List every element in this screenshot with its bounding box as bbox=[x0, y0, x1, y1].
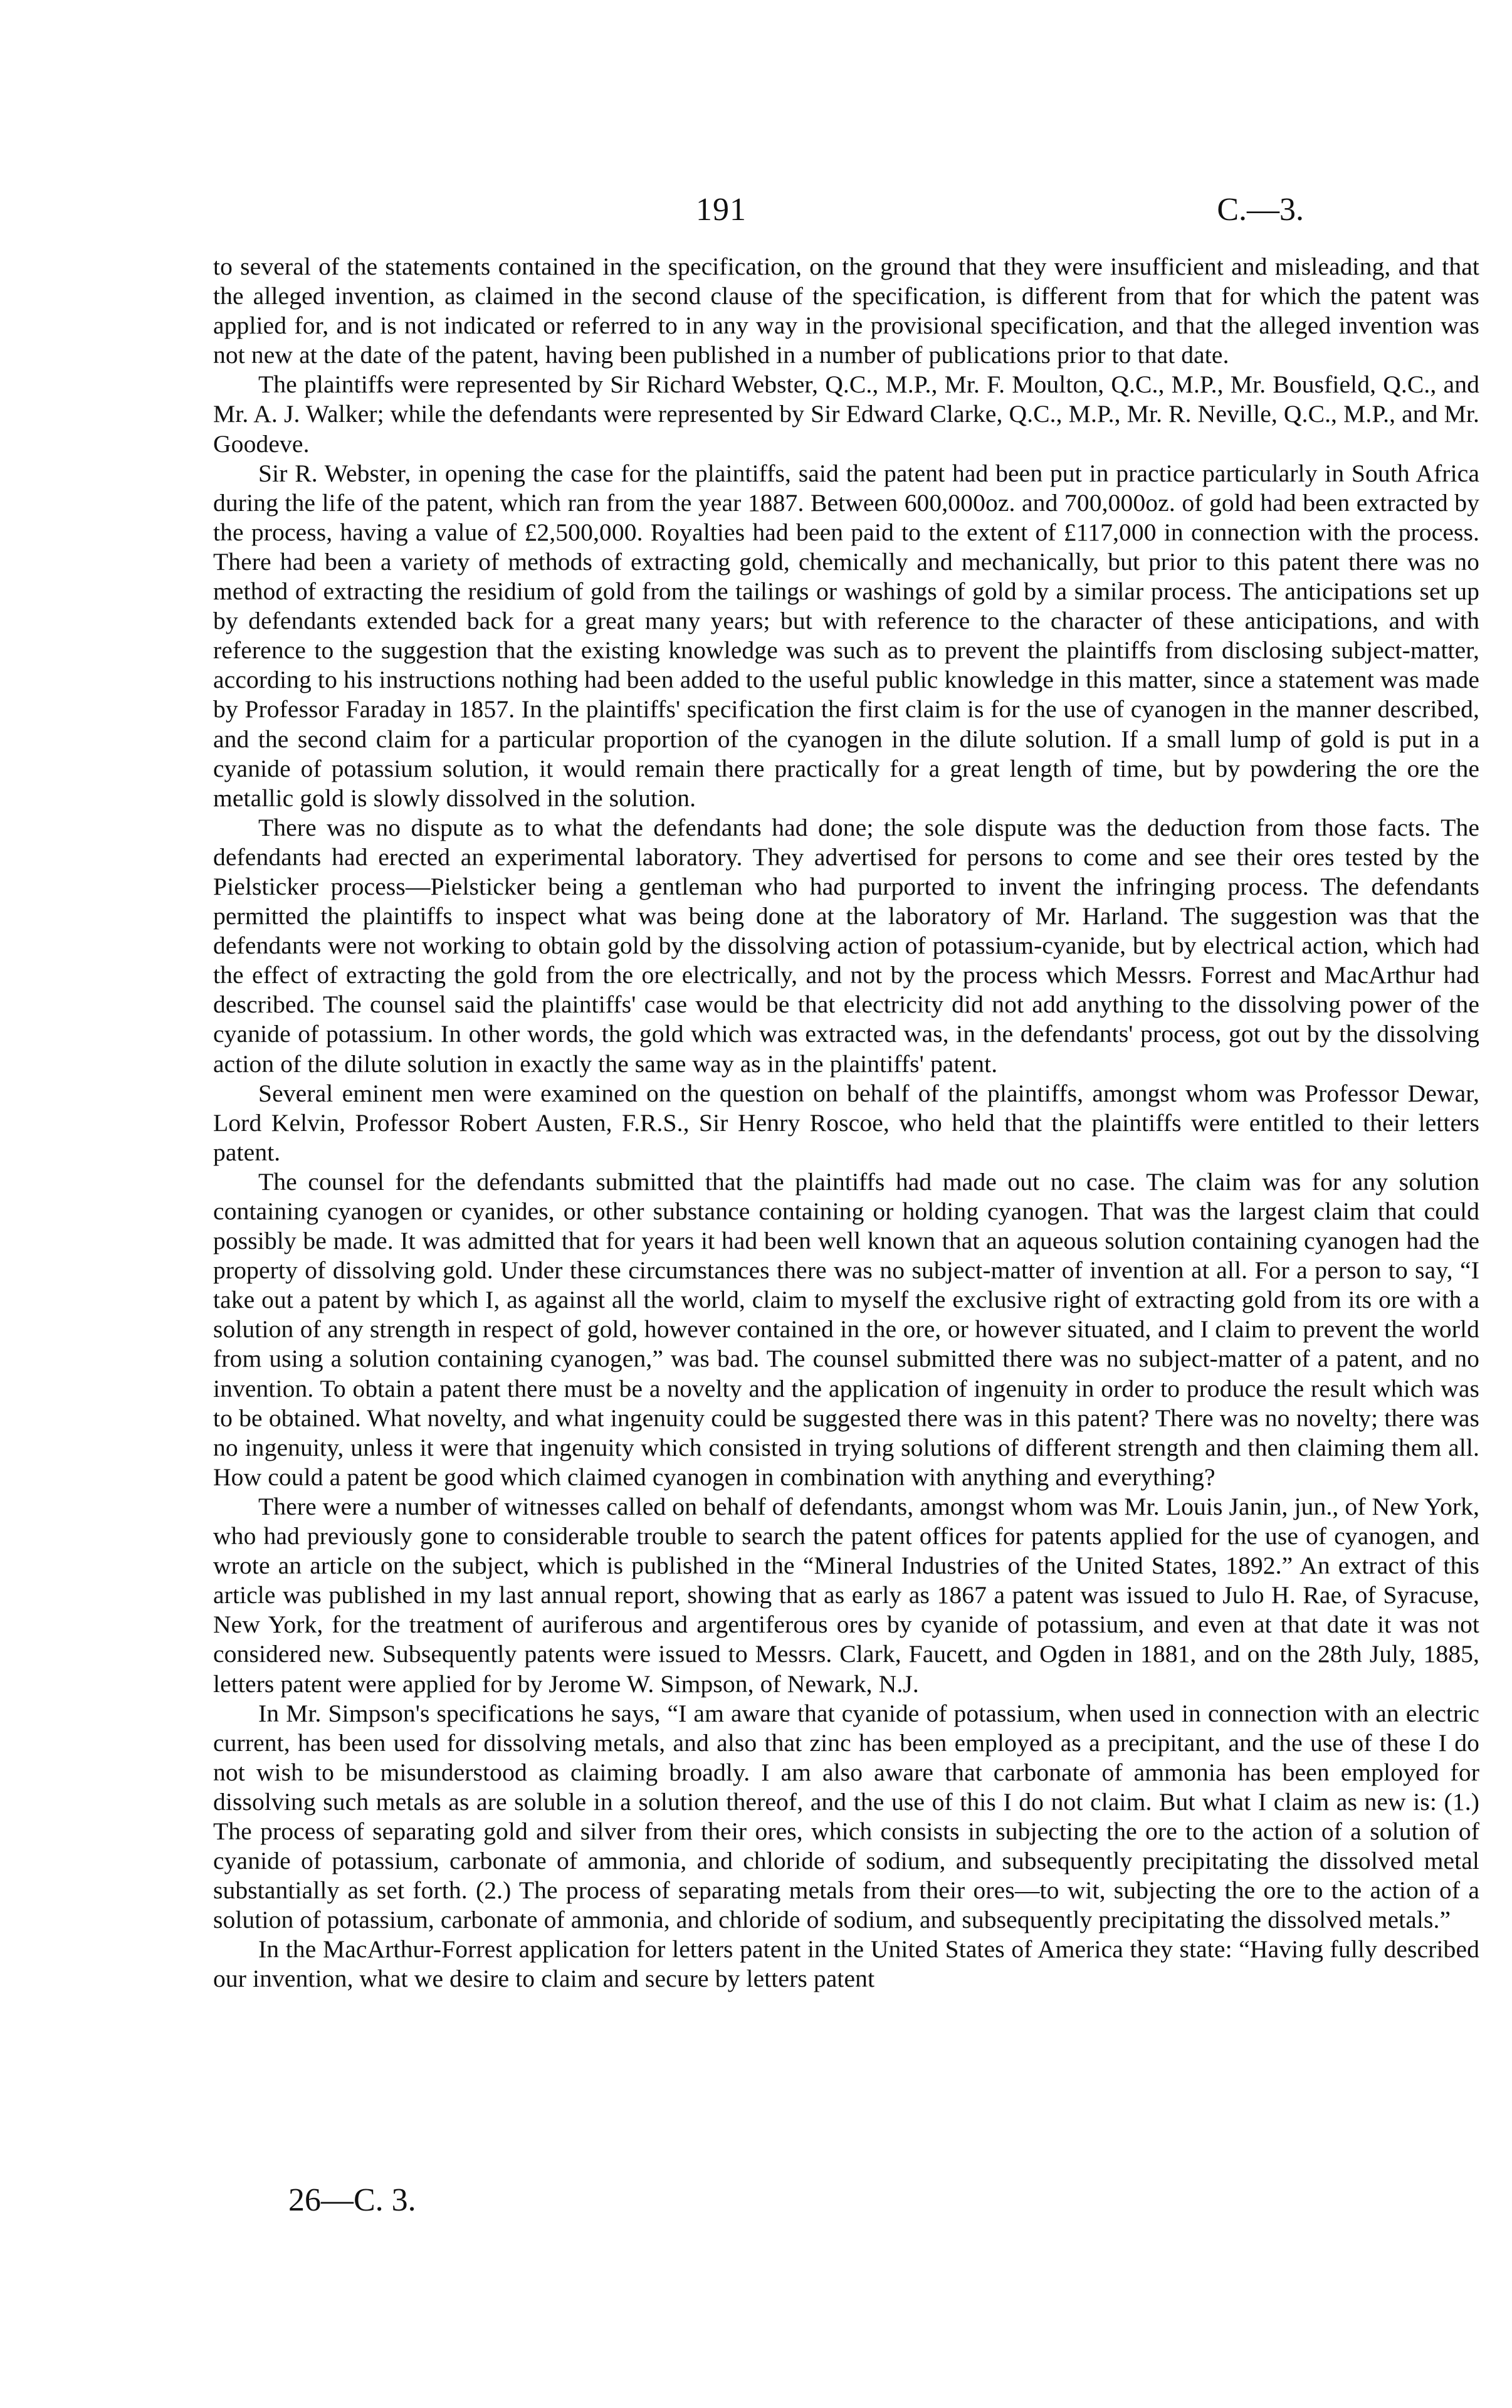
paragraph-witnesses-defendants: There were a number of witnesses called on behalf of defendants, amongst whom was Mr. Louis Janin, jun., of New York, who had previously gone to considerable trouble to search the patent offices for patents applied for the use of cyanogen, and wrote an article on the subject, which is published in the “Mineral Industries of the United States, 1892.” An extract of this article was published in my last annual report, showing that as early as 1867 a patent was issued to Julo H. Rae, of Syracuse, New York, for the treatment of auriferous and argentiferous ores by cyanide of potassium, and even at that date it was not considered new. Subsequently patents were issued to Messrs. Clark, Faucett, and Ogden in 1881, and on the 28th July, 1885, letters patent were applied for by Jerome W. Simpson, of Newark, N.J. bbox=[213, 1492, 1479, 1698]
page-header bbox=[213, 191, 1304, 241]
document-reference: C.—3. bbox=[1217, 192, 1304, 228]
signature-mark: 26—C. 3. bbox=[288, 2182, 416, 2218]
paragraph-witnesses-plaintiffs: Several eminent men were examined on the question on behalf of the plaintiffs, amongst whom was Professor Dewar, Lord Kelvin, Professor Robert Austen, F.R.S., Sir Henry Roscoe, who held that the plaintiffs were entitled to their letters patent. bbox=[213, 1079, 1479, 1166]
paragraph-continuation: to several of the statements contained in the specification, on the ground that they were insufficient and misleading, and that the alleged invention, as claimed in the second clause of the specification, is different from that for which the patent was applied for, and is not indicated or referred to in any way in the provisional specification, and that the alleged invention was not new at the date of the patent, having been published in a number of publications prior to that date. bbox=[213, 253, 1479, 369]
body-text bbox=[213, 252, 1479, 1994]
page-number: 191 bbox=[696, 192, 747, 228]
paragraph-defendants-submission: The counsel for the defendants submitted that the plaintiffs had made out no case. The claim was for any solution containing cyanogen or cyanides, or other substance containing or holding cyanogen. That was the largest claim that could possibly be made. It was admitted that for years it had been well known that an aqueous solution containing cyanogen had the property of dissolving gold. Under these circumstances there was no subject-matter of invention at all. For a person to say, “I take out a patent by which I, as against all the world, claim to myself the exclusive right of extracting gold from its ore with a solution of any strength in respect of gold, however contained in the ore, or however situated, and I claim to prevent the world from using a solution containing cyanogen,” was bad. The counsel submitted there was no subject-matter of a patent, and no invention. To obtain a patent there must be a novelty and the application of ingenuity in order to produce the result which was to be obtained. What novelty, and what ingenuity could be suggested there was in this patent? There was no novelty; there was no ingenuity, unless it were that ingenuity which consisted in trying solutions of different strength and then claiming them all. How could a patent be good which claimed cyanogen in combination with anything and everything? bbox=[213, 1167, 1479, 1491]
paragraph-counsel: The plaintiffs were represented by Sir Richard Webster, Q.C., M.P., Mr. F. Moulton, Q.C., M.P., Mr. Bousfield, Q.C., and Mr. A. J. Walker; while the defendants were represented by Sir Edward Clarke, Q.C., M.P., Mr. R. Neville, Q.C., M.P., and Mr. Goodeve. bbox=[213, 371, 1479, 458]
paragraph-dispute: There was no dispute as to what the defendants had done; the sole dispute was the deduction from those facts. The defendants had erected an experimental laboratory. They advertised for persons to come and see their ores tested by the Pielsticker process—Pielsticker being a gentleman who had purported to invent the infringing process. The defendants permitted the plaintiffs to inspect what was being done at the laboratory of Mr. Harland. The suggestion was that the defendants were not working to obtain gold by the dissolving action of potassium-cyanide, but by electrical action, which had the effect of extracting the gold from the ore electrically, and not by the process which Messrs. Forrest and MacArthur had described. The counsel said the plaintiffs' case would be that electricity did not add anything to the dissolving power of the cyanide of potassium. In other words, the gold which was extracted was, in the defendants' process, got out by the dissolving action of the dilute solution in exactly the same way as in the plaintiffs' patent. bbox=[213, 813, 1479, 1078]
paragraph-simpson-specification: In Mr. Simpson's specifications he says, “I am aware that cyanide of potassium, when used in connection with an electric current, has been used for dissolving metals, and also that zinc has been employed as a precipitant, and the use of these I do not wish to be misunderstood as claiming broadly. I am also aware that carbonate of ammonia has been employed for dissolving such metals as are soluble in a solution thereof, and the use of this I do not claim. But what I claim as new is: (1.) The process of separating gold and silver from their ores, which consists in subjecting the ore to the action of a solution of cyanide of potassium, carbonate of ammonia, and chloride of sodium, and subsequently precipitating the dissolved metal substantially as set forth. (2.) The process of separating metals from their ores—to wit, subjecting the ore to the action of a solution of potassium, carbonate of ammonia, and chloride of sodium, and subsequently precipitating the dissolved metals.” bbox=[213, 1699, 1479, 1934]
paragraph-webster-opening: Sir R. Webster, in opening the case for the plaintiffs, said the patent had been put in practice particularly in South Africa during the life of the patent, which ran from the year 1887. Between 600,000oz. and 700,000oz. of gold had been extracted by the process, having a value of £2,500,000. Royalties had been paid to the extent of £117,000 in connection with the process. There had been a variety of methods of extracting gold, chemically and mechanically, but prior to this patent there was no method of extracting the residium of gold from the tailings or washings of gold by a similar process. The anticipations set up by defendants extended back for a great many years; but with reference to the character of these anticipations, and with reference to the suggestion that the existing knowledge was such as to prevent the plaintiffs from disclosing subject-matter, according to his instructions nothing had been added to the useful public knowledge in this matter, since a statement was made by Professor Faraday in 1857. In the plaintiffs' specification the first claim is for the use of cyanogen in the manner described, and the second claim for a particular proportion of the cyanogen in the dilute solution. If a small lump of gold is put in a cyanide of potassium solution, it would remain there practically for a great length of time, but by powdering the ore the metallic gold is slowly dissolved in the solution. bbox=[213, 459, 1479, 812]
paragraph-macarthur-forrest: In the MacArthur-Forrest application for letters patent in the United States of America they state: “Having fully described our invention, what we desire to claim and secure by letters patent bbox=[213, 1935, 1479, 1993]
